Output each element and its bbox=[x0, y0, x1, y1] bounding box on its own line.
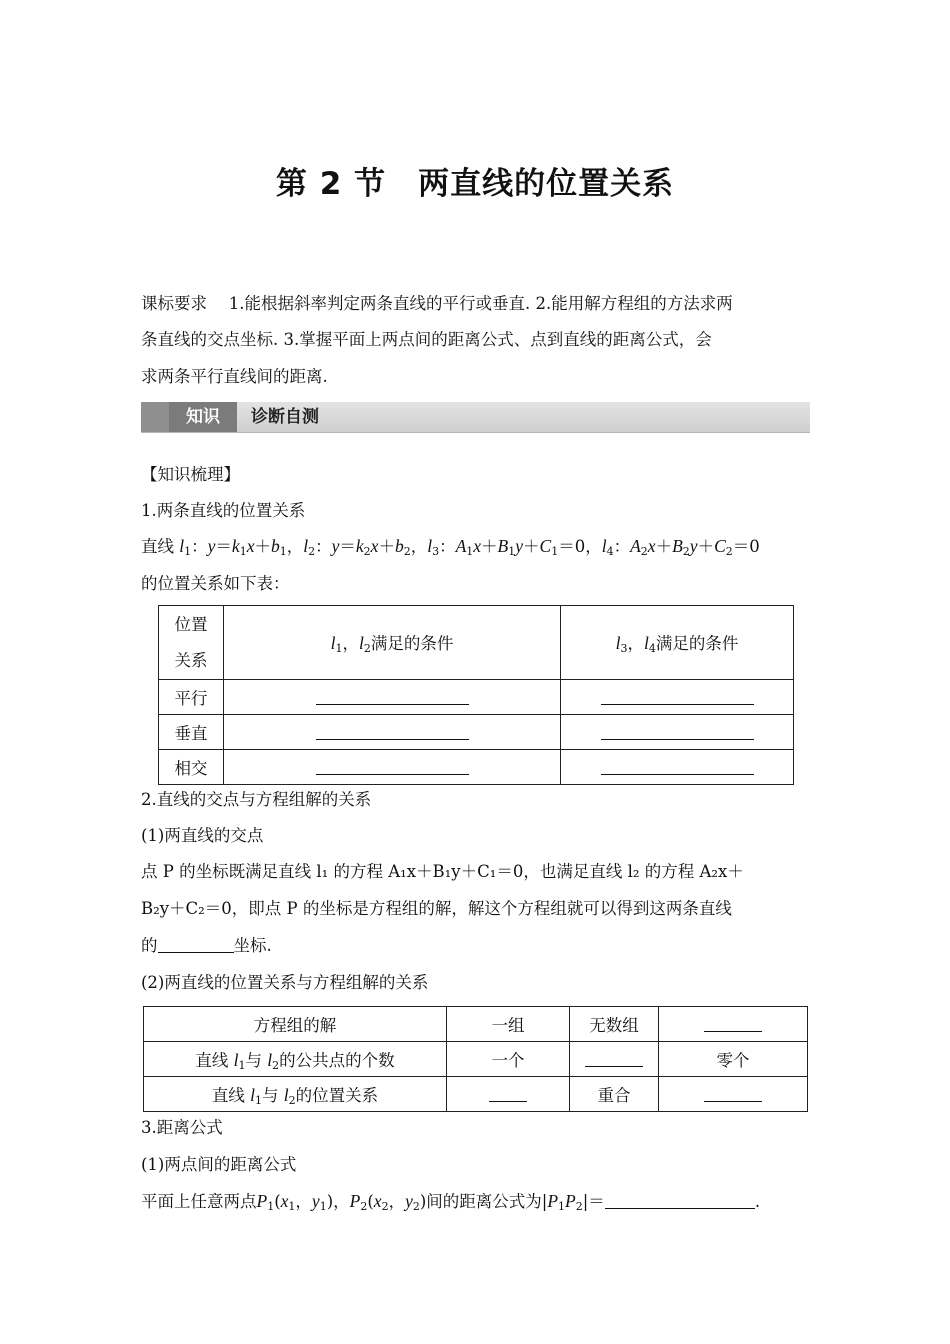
banner-tag: 知识 bbox=[169, 402, 237, 432]
page-title: 第 2 节 两直线的位置关系 bbox=[275, 166, 675, 202]
section-label: 【知识梳理】 bbox=[141, 465, 240, 484]
s3-heading: 3.距离公式 bbox=[141, 1118, 223, 1137]
table1-blank bbox=[561, 680, 794, 715]
table1-row-label: 相交 bbox=[159, 750, 224, 785]
s2-paragraph-line-1: 点 P 的坐标既满足直线 l₁ 的方程 A₁x＋B₁y＋C₁＝0，也满足直线 l₂ 的方程 A₂x＋ bbox=[141, 862, 744, 881]
s2-heading: 2.直线的交点与方程组解的关系 bbox=[141, 790, 372, 809]
table-line-relations bbox=[158, 605, 794, 785]
table2-header: 方程组的解 bbox=[144, 1007, 447, 1042]
s1-line-end: 的位置关系如下表： bbox=[141, 574, 290, 593]
table-equation-solutions bbox=[143, 1006, 808, 1112]
table2-row-label: 直线 l1与 l2的公共点的个数 bbox=[144, 1042, 447, 1077]
requirements-line-2: 条直线的交点坐标. 3.掌握平面上两点间的距离公式、点到直线的距离公式，会 bbox=[141, 330, 712, 349]
s2-sub1: (1)两直线的交点 bbox=[141, 826, 264, 845]
s1-equations: 直线 l1：y＝k1x＋b1，l2：y＝k2x＋b2，l3：A1x＋B1y＋C1＝0，l4：A2x＋B2y＋C2＝0 bbox=[141, 536, 760, 558]
requirements-line-3: 求两条平行直线间的距离. bbox=[141, 367, 328, 386]
table2-cell: 一个 bbox=[447, 1042, 570, 1077]
table2-blank bbox=[659, 1007, 808, 1042]
s2-paragraph-line-2: B₂y＋C₂＝0，即点 P 的坐标是方程组的解，解这个方程组就可以得到这两条直线 bbox=[141, 899, 732, 918]
section-banner bbox=[141, 402, 810, 433]
s2-sub2: (2)两直线的位置关系与方程组解的关系 bbox=[141, 973, 429, 992]
table2-cell: 无数组 bbox=[570, 1007, 659, 1042]
table1-header-col1: 位置 关系 bbox=[159, 606, 224, 680]
s3-sub1: (1)两点间的距离公式 bbox=[141, 1155, 297, 1174]
table1-header-col2: l1，l2满足的条件 bbox=[224, 606, 561, 680]
table2-cell: 重合 bbox=[570, 1077, 659, 1112]
table1-blank bbox=[561, 750, 794, 785]
table1-row-label: 平行 bbox=[159, 680, 224, 715]
table1-header-col3: l3，l4满足的条件 bbox=[561, 606, 794, 680]
s1-heading: 1.两条直线的位置关系 bbox=[141, 501, 306, 520]
banner-accent-bar bbox=[141, 402, 169, 432]
table1-blank bbox=[224, 680, 561, 715]
table2-blank bbox=[659, 1077, 808, 1112]
table2-cell: 一组 bbox=[447, 1007, 570, 1042]
table1-blank bbox=[224, 715, 561, 750]
table1-blank bbox=[561, 715, 794, 750]
table2-cell: 零个 bbox=[659, 1042, 808, 1077]
table2-blank bbox=[447, 1077, 570, 1112]
table1-blank bbox=[224, 750, 561, 785]
requirements-line-1: 课标要求 1.能根据斜率判定两条直线的平行或垂直. 2.能用解方程组的方法求两 bbox=[141, 294, 733, 313]
table2-blank bbox=[570, 1042, 659, 1077]
banner-text: 诊断自测 bbox=[251, 407, 319, 427]
s2-paragraph-line-3: 的 坐标. bbox=[141, 936, 272, 955]
table1-row-label: 垂直 bbox=[159, 715, 224, 750]
table2-row-label: 直线 l1与 l2的位置关系 bbox=[144, 1077, 447, 1112]
s3-distance-formula: 平面上任意两点P1(x1，y1)，P2(x2，y2)间的距离公式为|P1P2|＝ . bbox=[141, 1191, 761, 1213]
